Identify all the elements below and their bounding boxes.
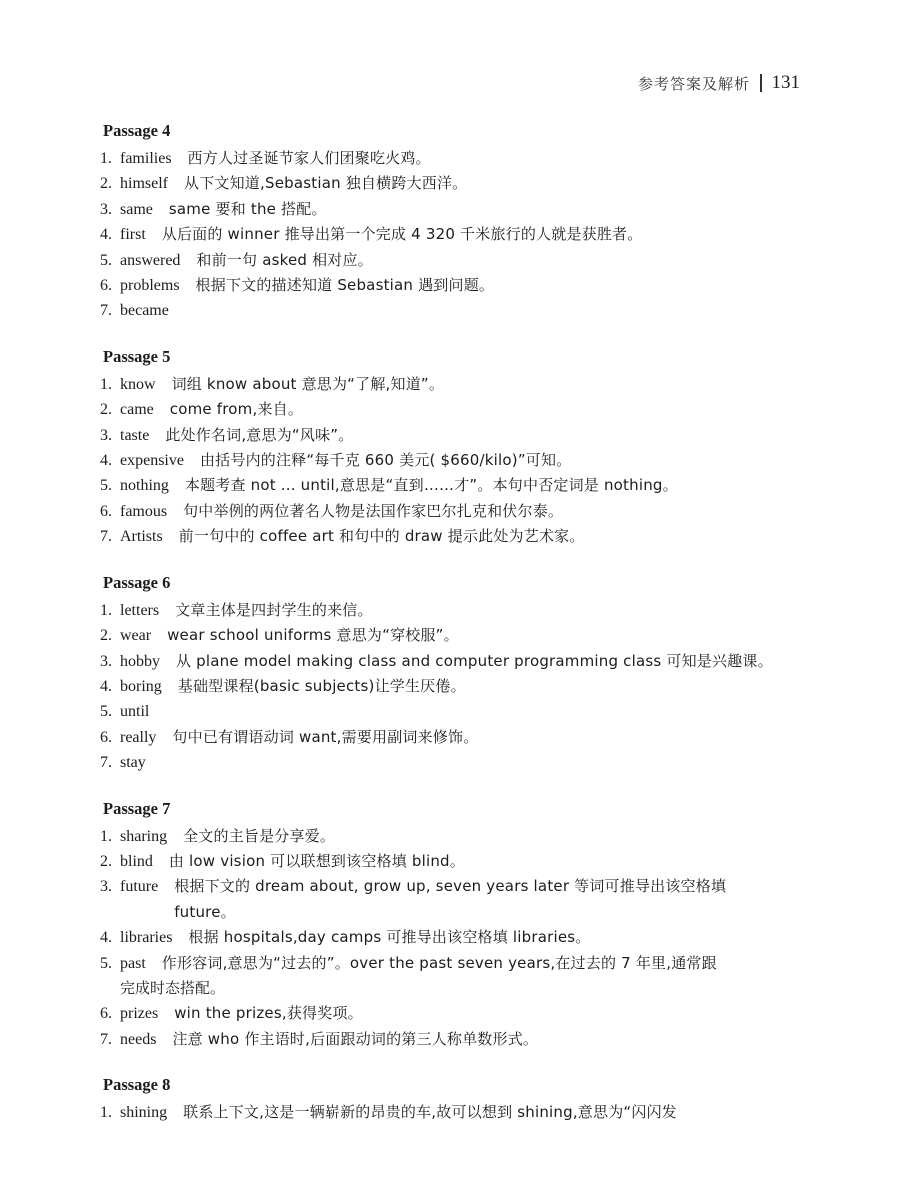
answer-number: 1. [100, 601, 112, 619]
answer-number: 6. [100, 728, 112, 746]
answer-number: 3. [100, 652, 112, 670]
answer-explanation: 句中已有谓语动词 want,需要用副词来修饰。 [172, 727, 479, 746]
answer-number: 2. [100, 852, 112, 870]
answer-explanation: 作形容词,意思为“过去的”。over the past seven years,在过去的 7 年里,通常跟 [161, 953, 717, 972]
answer-number: 6. [100, 277, 112, 295]
answer-explanation: win the prizes,获得奖项。 [174, 1004, 363, 1023]
answer-item [100, 623, 780, 648]
answer-number: 6. [100, 502, 112, 520]
page-number: 131 [771, 72, 800, 93]
answer-explanation: 基础型课程(basic subjects)让学生厌倦。 [177, 676, 466, 695]
answer-item [100, 598, 780, 623]
answer-word: blind [120, 852, 153, 870]
answer-explanation: 从后面的 winner 推导出第一个完成 4 320 千米旅行的人就是获胜者。 [161, 225, 643, 244]
answer-item [100, 222, 780, 247]
answer-number: 4. [100, 677, 112, 695]
answer-item [100, 197, 780, 222]
answer-number: 2. [100, 401, 112, 419]
answer-number: 7. [100, 302, 112, 320]
answer-item [100, 699, 780, 724]
answer-word: nothing [120, 477, 169, 495]
passage-title: Passage 4 [103, 121, 171, 140]
answer-item [100, 273, 780, 298]
answer-item [100, 298, 780, 323]
answer-item [100, 951, 780, 976]
answer-word: boring [120, 677, 162, 695]
answer-number: 7. [100, 528, 112, 546]
answer-explanation: 由 low vision 可以联想到该空格填 blind。 [168, 851, 465, 870]
answer-explanation: 全文的主旨是分享爱。 [183, 826, 336, 845]
answer-item [100, 524, 780, 549]
answer-number: 2. [100, 175, 112, 193]
answer-number: 5. [100, 477, 112, 495]
answer-item [100, 649, 780, 674]
running-header [638, 72, 800, 94]
answer-number: 2. [100, 627, 112, 645]
answer-number: 5. [100, 954, 112, 972]
answer-explanation: 词组 know about 意思为“了解,知道”。 [171, 374, 445, 393]
answer-explanation: 从 plane model making class and computer programming class 可知是兴趣课。 [176, 651, 773, 670]
answer-number: 1. [100, 375, 112, 393]
answer-item [100, 674, 780, 699]
answer-explanation: 此处作名词,意思为“风味”。 [165, 425, 354, 444]
answer-number: 7. [100, 1030, 112, 1048]
answer-number: 6. [100, 1005, 112, 1023]
answer-word: know [120, 375, 156, 393]
answer-item [100, 849, 780, 874]
answer-number: 1. [100, 150, 112, 167]
passage-title: Passage 7 [103, 798, 171, 818]
answer-explanation: 本题考查 not ... until,意思是“直到……才”。本句中否定词是 nothing。 [184, 476, 678, 495]
answer-word: came [120, 401, 154, 419]
answer-item [100, 248, 780, 273]
answer-item [100, 725, 780, 750]
answer-number: 5. [100, 251, 112, 269]
answer-item [100, 171, 780, 196]
answer-explanation: 从下文知道,Sebastian 独自横跨大西洋。 [184, 174, 468, 193]
answer-explanation: 句中举例的两位著名人物是法国作家巴尔扎克和伏尔泰。 [183, 501, 564, 520]
answer-word: past [120, 954, 146, 972]
answer-word: expensive [120, 452, 184, 470]
answer-explanation: 由括号内的注释“每千克 660 美元( $660/kilo)”可知。 [199, 451, 572, 470]
answer-explanation: 根据下文的描述知道 Sebastian 遇到问题。 [195, 276, 495, 295]
answer-number: 4. [100, 929, 112, 947]
answer-explanation: wear school uniforms 意思为“穿校服”。 [167, 626, 459, 645]
answer-word: became [120, 302, 169, 320]
answer-word: needs [120, 1030, 157, 1048]
answer-word: taste [120, 426, 150, 444]
answer-word: first [120, 226, 146, 244]
answer-word: wear [120, 627, 152, 645]
answer-number: 1. [100, 1104, 112, 1122]
answer-word: same [120, 200, 153, 218]
answer-word: prizes [120, 1005, 159, 1023]
answer-word: stay [120, 754, 146, 772]
answer-explanation: 文章主体是四封学生的来信。 [175, 600, 373, 619]
answer-word: problems [120, 277, 180, 295]
answer-number: 4. [100, 226, 112, 244]
answer-word: answered [120, 251, 181, 269]
answer-item [100, 1100, 780, 1125]
answer-explanation: 联系上下文,这是一辆崭新的昂贵的车,故可以想到 shining,意思为“闪闪发 [183, 1103, 677, 1122]
answer-word: shining [120, 1104, 168, 1122]
answer-item [100, 824, 780, 849]
answer-number: 7. [100, 754, 112, 772]
answer-item [100, 925, 780, 950]
answer-item [100, 372, 780, 397]
answer-number: 1. [100, 827, 112, 845]
answer-word: until [120, 703, 150, 721]
answer-explanation-continued: 完成时态搭配。 [120, 978, 226, 997]
answer-word: hobby [120, 652, 160, 670]
answer-item [100, 423, 780, 448]
passage-section [100, 346, 780, 550]
answer-item [100, 750, 780, 775]
answer-number: 3. [100, 200, 112, 218]
passage-title: Passage 6 [103, 572, 171, 592]
answer-item [100, 1027, 780, 1052]
answer-number: 4. [100, 452, 112, 470]
answer-word: future [120, 878, 159, 896]
header-divider [760, 74, 762, 92]
answer-explanation: 和前一句 asked 相对应。 [196, 250, 373, 269]
answer-explanation: 注意 who 作主语时,后面跟动词的第三人称单数形式。 [172, 1029, 539, 1048]
answer-explanation: 根据下文的 dream about, grow up, seven years later 等词可推导出该空格填 future。 [174, 877, 727, 921]
answer-word: really [120, 728, 157, 746]
answer-explanation: 前一句中的 coffee art 和句中的 draw 提示此处为艺术家。 [178, 527, 585, 546]
answer-item [100, 499, 780, 524]
passage-section [100, 572, 780, 776]
answer-explanation: same 要和 the 搭配。 [168, 199, 327, 218]
answer-word: himself [120, 175, 168, 193]
answer-item [100, 874, 780, 925]
answer-explanation: 根据 hospitals,day camps 可推导出该空格填 libraries。 [188, 928, 591, 947]
answer-word: famous [120, 502, 168, 520]
answer-word: libraries [120, 929, 173, 947]
running-title: 参考答案及解析 [637, 74, 750, 93]
answer-word: families [120, 150, 172, 167]
answer-word: Artists [120, 528, 163, 546]
answer-item [100, 146, 780, 171]
answer-item [100, 473, 780, 498]
passage-title: Passage 5 [103, 346, 171, 366]
answer-item [100, 448, 780, 473]
answer-item [100, 1001, 780, 1026]
answer-word: letters [120, 601, 160, 619]
answer-explanation: 西方人过圣诞节家人们团聚吃火鸡。 [187, 149, 431, 167]
passage-section [100, 120, 780, 324]
answer-item [100, 397, 780, 422]
passage-section [100, 1074, 780, 1125]
passage-title: Passage 8 [103, 1075, 171, 1095]
answer-number: 3. [100, 426, 112, 444]
answer-number: 5. [100, 703, 112, 721]
answer-word: sharing [120, 827, 168, 845]
answer-explanation: come from,来自。 [169, 400, 304, 419]
passage-section [100, 798, 780, 1053]
answer-number: 3. [100, 878, 112, 896]
answer-content [100, 120, 780, 1148]
